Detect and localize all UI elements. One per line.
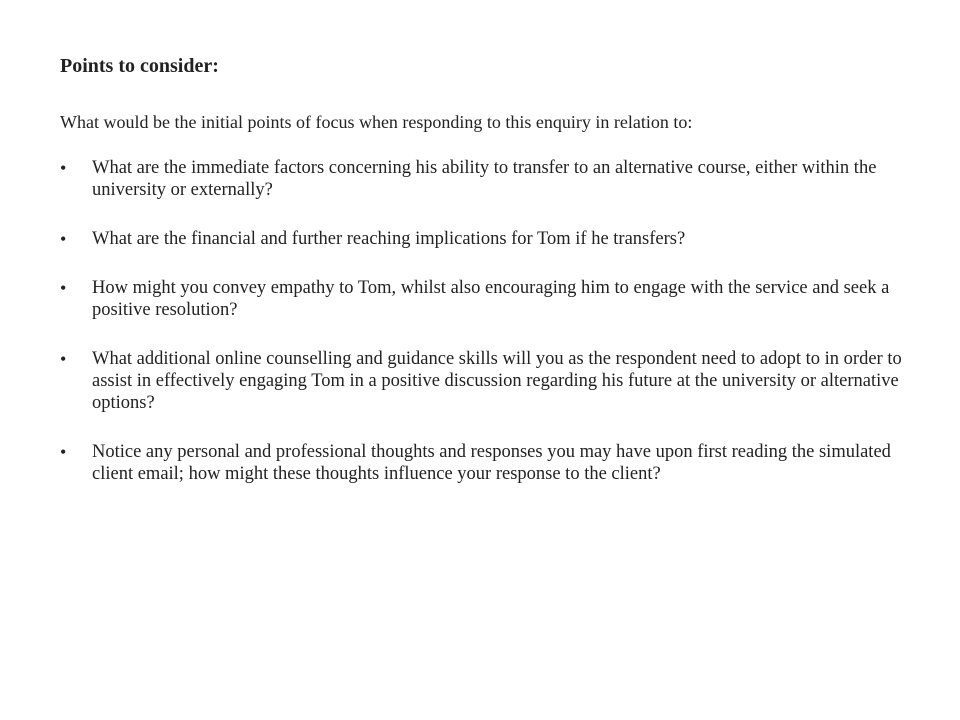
slide-title: Points to consider: [60,55,219,77]
list-item [60,441,912,485]
point-text: What are the financial and further reaching implications for Tom if he transfers? [92,229,686,249]
list-item [60,277,912,321]
point-text: What are the immediate factors concerning his ability to transfer to an alternative course, either within the university or externally? [92,158,877,200]
points-list [60,157,920,485]
slide-content [60,52,920,512]
list-item [60,228,912,250]
intro-text: What would be the initial points of focus when responding to this enquiry in relation to: [60,112,693,132]
point-text: How might you convey empathy to Tom, whilst also encouraging him to engage with the service and seek a positive resolution? [92,278,890,320]
list-item [60,157,912,201]
bullet-icon: • [60,158,67,178]
point-text: Notice any personal and professional thoughts and responses you may have upon first reading the simulated client email; how might these thoughts influence your response to the client? [92,442,891,484]
bullet-icon: • [60,442,67,462]
bullet-icon: • [60,229,67,249]
list-item [60,348,912,414]
bullet-icon: • [60,278,67,298]
point-text: What additional online counselling and guidance skills will you as the respondent need to adopt to in order to assist in effectively engaging Tom in a positive discussion regarding his future at the university or alternative options? [92,349,902,413]
bullet-icon: • [60,349,67,369]
